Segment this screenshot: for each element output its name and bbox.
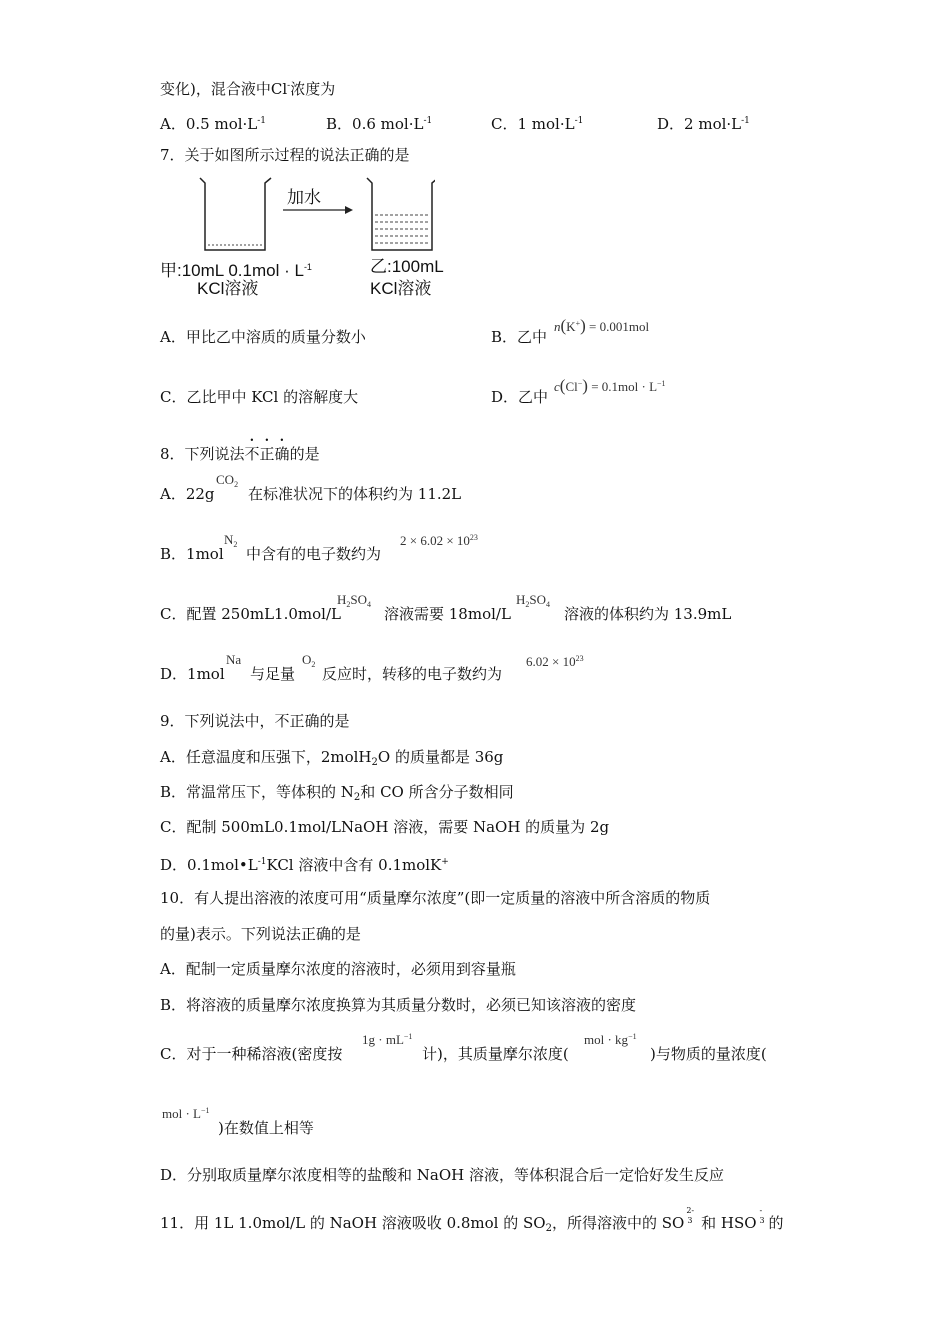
option-exp: -1 [423, 116, 433, 126]
q8-d-formula-2 [302, 652, 315, 669]
formula-rest: = 0.1mol · L [591, 379, 658, 394]
a-post: O 的质量都是 36g [377, 748, 504, 766]
stem-pre: 8．下列说法 [160, 445, 245, 463]
q7-stem: 7．关于如图所示过程的说法正确的是 [160, 146, 410, 164]
q8-d-number [526, 654, 584, 670]
paren-right: ) [580, 316, 586, 335]
option-value: 0.6 mol·L [352, 115, 424, 133]
f-b-sub: 4 [546, 600, 551, 609]
q9-stem: 9．下列说法中，不正确的是 [160, 712, 350, 730]
q9-option-c: C．配制 500mL0.1mol/LNaOH 溶液，需要 NaOH 的质量为 2g [160, 818, 610, 836]
ion-charge: + [575, 319, 581, 328]
number-exp: 23 [575, 654, 584, 663]
stem-post: 的是 [289, 445, 320, 463]
option-value: 2 mol·L [684, 115, 742, 133]
so3-sub: 3 [687, 1216, 693, 1225]
q8-stem [160, 436, 320, 464]
q8-d-formula-1: Na [226, 652, 242, 667]
option-letter: C． [491, 115, 518, 133]
q8-c-mid: 溶液需要 18mol/L [384, 605, 511, 623]
q7-option-c: C．乙比甲中 KCl 的溶解度大 [160, 388, 359, 406]
paren-left: ( [560, 316, 567, 335]
q11-sub: 2 [545, 1223, 552, 1234]
q10-c-end: )在数值上相等 [218, 1119, 314, 1137]
f-b-sub: 4 [367, 600, 372, 609]
left-label-exp: -1 [303, 262, 312, 272]
option-letter: A． [160, 115, 186, 133]
q11-mid: ，所得溶液中的 SO [551, 1214, 685, 1232]
ion-charge: − [577, 379, 583, 388]
formula-sub: 2 [234, 480, 239, 489]
formula-exp: −1 [201, 1106, 210, 1115]
beaker-right [367, 178, 435, 250]
paren-left: ( [559, 376, 566, 395]
so3-script [684, 1206, 696, 1233]
d-sup: -1 [257, 857, 267, 867]
q10-option-b: B．将溶液的质量摩尔浓度换算为其质量分数时，必须已知该溶液的密度 [160, 996, 637, 1014]
q6-option-b [326, 111, 432, 134]
stem-emphasis: 不正确 [244, 445, 290, 463]
a-pre: A．任意温度和压强下，2molH [160, 748, 372, 766]
f-b: SO [529, 592, 547, 607]
option-letter: B． [326, 115, 353, 133]
q6-tail-sup: - [287, 81, 291, 91]
beaker-right-liquid [375, 215, 429, 243]
q8-b-formula [224, 532, 237, 549]
so3-sup: 2- [686, 1206, 695, 1215]
q8-a-formula [216, 472, 238, 489]
option-exp: -1 [574, 116, 584, 126]
d-pre: D．0.1mol•L [160, 856, 258, 874]
q11-mid2: 和 HSO [701, 1214, 757, 1232]
q7-b-formula: n(K+) = 0.001mol [554, 316, 650, 335]
q7-option-a: A．甲比乙中溶质的质量分数小 [160, 328, 366, 346]
q8-d-post: 反应时，转移的电子数约为 [322, 665, 503, 683]
formula-exp: −1 [657, 379, 666, 388]
q6-option-c [491, 111, 583, 134]
f-a-sub: 2 [346, 600, 351, 609]
arrow-label: 加水 [287, 188, 321, 207]
q9-option-b [160, 782, 514, 808]
formula-main: O [302, 652, 312, 667]
q8-option-b: B．1mol [160, 545, 224, 563]
f-a-sub: 2 [525, 600, 530, 609]
q8-d-mid: 与足量 [250, 665, 296, 683]
formula-sub: 2 [233, 540, 238, 549]
formula-exp: −1 [403, 1032, 413, 1041]
q8-c-formula-2 [516, 592, 550, 609]
formula-main: CO [216, 472, 235, 487]
hso3-script [757, 1206, 769, 1233]
beaker-left [200, 178, 271, 250]
hso3-sup: - [759, 1206, 763, 1215]
formula-exp: −1 [628, 1032, 637, 1041]
option-letter: D． [657, 115, 685, 133]
left-label-text: 甲:10mL 0.1mol · L [160, 261, 304, 280]
q10-c-formula-2 [584, 1032, 637, 1048]
a-sub: 2 [371, 757, 378, 768]
q8-b-mid: 中含有的电子数约为 [246, 545, 382, 563]
number-main: 2 × 6.02 × 10 [400, 533, 470, 548]
q6-option-a [160, 111, 266, 134]
f-a: H [337, 592, 347, 607]
option-exp: -1 [257, 116, 267, 126]
ion: Cl [565, 379, 578, 394]
q6-tail-end: 浓度为 [290, 80, 336, 98]
q7-option-b: B．乙中 [491, 328, 548, 346]
q8-option-a [160, 484, 215, 504]
q8-option-d: D．1mol [160, 665, 225, 683]
q8-c-post: 溶液的体积约为 13.9mL [564, 605, 732, 623]
q10-option-a: A．配制一定质量摩尔浓度的溶液时，必须用到容量瓶 [160, 960, 516, 978]
formula-n: n [554, 319, 561, 334]
number-main: 6.02 × 10 [526, 654, 576, 669]
q11-post: 的 [768, 1214, 784, 1232]
q8-a-post: 在标准状况下的体积约为 11.2L [248, 485, 462, 503]
b-pre: B．常温常压下，等体积的 N [160, 783, 354, 801]
q9-option-d [160, 852, 449, 875]
a-pre: A．22g [160, 485, 215, 503]
q10-c-formula-1 [362, 1032, 412, 1048]
q11-pre: 11．用 1L 1.0mol/L 的 NaOH 溶液吸收 0.8mol 的 SO [160, 1214, 546, 1232]
q9-option-a [160, 747, 503, 773]
hso3-sub: 3 [759, 1216, 765, 1225]
formula-sub: 2 [311, 660, 316, 669]
option-value: 0.5 mol·L [185, 115, 258, 133]
d-sup2: + [441, 857, 449, 867]
right-label-2: KCl溶液 [370, 279, 432, 298]
left-label-2: KCl溶液 [197, 279, 259, 298]
q6-tail-text: 变化)，混合液中Cl [160, 80, 288, 98]
q7-option-d: D．乙中 [491, 388, 549, 406]
f-a: H [516, 592, 526, 607]
f-b: SO [350, 592, 368, 607]
b-post: 和 CO 所含分子数相同 [360, 783, 514, 801]
q6-option-d [657, 111, 750, 134]
q8-b-number [400, 533, 478, 549]
q10-c-mid: 计)，其质量摩尔浓度( [422, 1045, 569, 1063]
paren-right: ) [582, 376, 588, 395]
q10-option-c: C．对于一种稀溶液(密度按 [160, 1045, 343, 1063]
q10-stem-1: 10．有人提出溶液的浓度可用“质量摩尔浓度”(即一定质量的溶液中所含溶质的物质 [160, 889, 711, 907]
d-mid: KCl 溶液中含有 0.1molK [266, 856, 442, 874]
option-value: 1 mol·L [517, 115, 575, 133]
q8-option-c: C．配置 250mL1.0mol/L [160, 605, 341, 623]
formula-rest: = 0.001mol [589, 319, 650, 334]
q8-c-formula-1 [337, 592, 371, 609]
formula-main: mol · kg [584, 1032, 629, 1047]
q7-d-formula [554, 376, 666, 396]
q10-c-post: )与物质的量浓度( [650, 1045, 767, 1063]
q6-tail [160, 76, 335, 99]
arrow-head [345, 206, 353, 214]
formula-main: mol · L [162, 1106, 201, 1121]
number-exp: 23 [469, 533, 478, 542]
option-exp: -1 [741, 116, 750, 126]
right-label-1: 乙:100mL [370, 257, 444, 276]
q10-c-formula-3 [162, 1106, 210, 1122]
q11-stem [160, 1206, 784, 1239]
q10-option-d: D．分别取质量摩尔浓度相等的盐酸和 NaOH 溶液，等体积混合后一定恰好发生反应 [160, 1166, 725, 1184]
q10-stem-2: 的量)表示。下列说法正确的是 [160, 925, 361, 943]
formula-main: N [224, 532, 234, 547]
b-sub: 2 [353, 792, 361, 803]
formula-main: 1g · mL [362, 1032, 404, 1047]
formula-c: c [554, 379, 560, 394]
